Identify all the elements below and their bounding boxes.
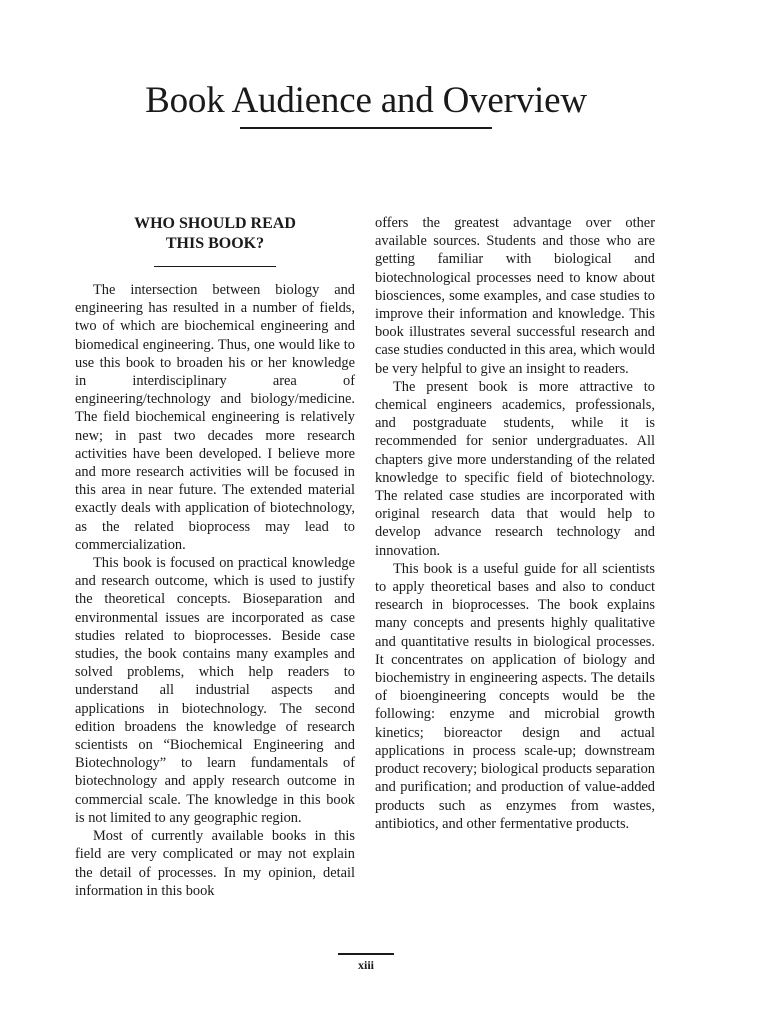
left-paragraph-1: The intersection between biology and engineering has resulted in a number of fields, two of which are biochemical engineering and biomedical engineering. Thus, one would like to use this book to broaden his or her knowledge in interdisciplinary area of engineering/technology and biology/medicine. The field biochemical engineering is relatively new; in past two decades more research activities have been developed. I believe more and more research activities will be focused in this area in near future. The extended material exactly deals with application of biotechnology, as the related bioprocess may lead to commercialization. bbox=[75, 282, 355, 553]
left-column bbox=[75, 214, 355, 900]
left-paragraph-2: This book is focused on practical knowledge and research outcome, which is used to justify the theoretical concepts. Bioseparation and environmental issues are incorporated as case studies related to bioprocesses. Beside case studies, the book contains many examples and solved problems, which help readers to understand all industrial aspects and applications in biotechnology. The second edition broadens the knowledge of research scientists on “Biochemical Engineering and Biotechnology” to learn fundamentals of biotechnology and apply research outcome in commercial scale. The knowledge in this book is not limited to any geographic region. bbox=[75, 555, 355, 826]
page-title: Book Audience and Overview bbox=[145, 80, 587, 121]
right-paragraph-1: offers the greatest advantage over other available sources. Students and those who are getting familiar with biological and biotechnological processes need to know about biosciences, some examples, and case studies to improve their information and knowledge. This book illustrates several successful research and case studies conducted in this area, which would be very helpful to give an insight to readers. bbox=[375, 215, 655, 377]
right-column bbox=[375, 214, 655, 833]
right-paragraph-3: This book is a useful guide for all scientists to apply theoretical bases and also to conduct research in bioprocesses. The book explains many concepts and presents highly qualitative and quantitative results in biological processes. It concentrates on application of biology and biochemistry in engineering aspects. The details of bioengineering concepts would be the following: enzyme and microbial growth kinetics; bioreactor design and actual applications in process scale-up; downstream product recovery; biological products separation and purification; and production of value-added products such as enzymes from wastes, antibiotics, and other fermentative products. bbox=[375, 560, 655, 832]
section-heading-line-1: WHO SHOULD READ bbox=[134, 215, 296, 232]
section-heading-line-2: THIS BOOK? bbox=[165, 235, 265, 252]
page-number: xiii bbox=[357, 958, 374, 972]
left-paragraph-3: Most of currently available books in this field are very complicated or may not explain the detail of processes. In my opinion, detail information in this book bbox=[75, 828, 355, 899]
section-heading bbox=[75, 214, 355, 254]
right-paragraph-2: The present book is more attractive to chemical engineers academics, professionals, and postgraduate students, while it is recommended for senior undergraduates. All chapters give more understanding of the related knowledge to specific field of biotechnology. The related case studies are incorporated with original research data that would help to develop advance research technology and innovation. bbox=[375, 378, 655, 559]
section-heading-underline bbox=[154, 266, 276, 267]
title-underline bbox=[240, 127, 492, 129]
footer-rule bbox=[338, 953, 394, 955]
